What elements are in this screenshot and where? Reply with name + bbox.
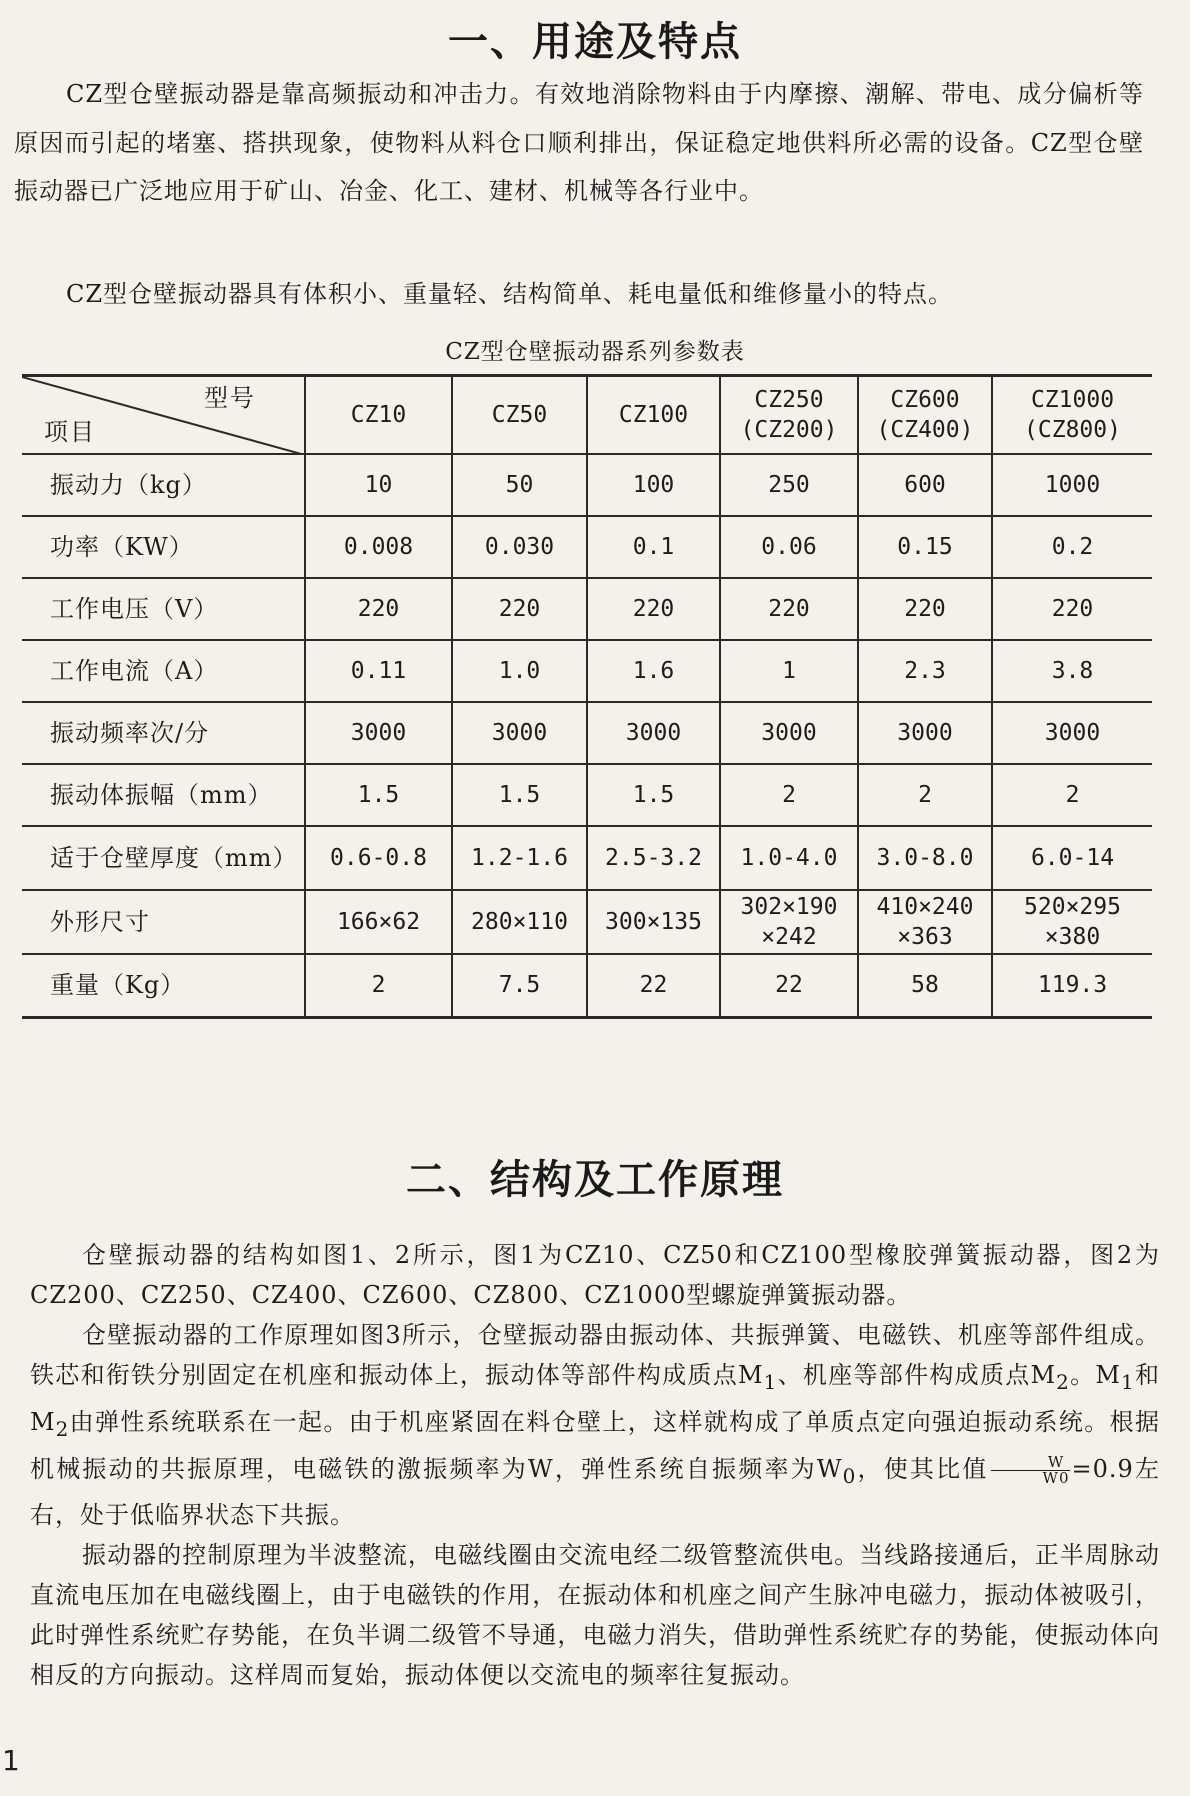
- model-name: CZ50: [491, 401, 548, 428]
- table-cell: [452, 890, 587, 954]
- cell-value: 6.0-14: [1030, 844, 1115, 871]
- table-cell: [720, 954, 858, 1018]
- table-cell: [305, 578, 452, 640]
- table-cell: [720, 516, 858, 578]
- table-cell: [587, 954, 720, 1018]
- model-header-cell: [305, 376, 452, 454]
- table-cell: [587, 640, 720, 702]
- cell-value: 1.5: [357, 781, 400, 808]
- cell-value: 10: [364, 471, 393, 498]
- cell-value: 22: [639, 972, 668, 999]
- model-alt-name: (CZ800): [1024, 416, 1121, 443]
- model-header-cell: [452, 376, 587, 454]
- table-cell: [587, 516, 720, 578]
- table-cell: [587, 454, 720, 516]
- cell-value: 3000: [350, 719, 407, 746]
- table-cell: [305, 516, 452, 578]
- table-cell: [992, 516, 1152, 578]
- subscript: 1: [1120, 1369, 1135, 1394]
- model-name: CZ100: [618, 401, 689, 428]
- table-cell: [452, 640, 587, 702]
- cell-value: 22: [775, 972, 803, 999]
- text-run: =0.9左右，处于低临界状态下共振。: [30, 1454, 1161, 1530]
- cell-value: 2: [782, 781, 796, 808]
- table-cell: [305, 826, 452, 890]
- cell-value: 2: [918, 781, 932, 808]
- table-cell: [720, 826, 858, 890]
- section1-paragraph-2: CZ型仓壁振动器具有体积小、重量轻、结构简单、耗电量低和维修量小的特点。: [66, 280, 954, 308]
- section1-paragraph-1: CZ型仓壁振动器是靠高频振动和冲击力。有效地消除物料由于内摩擦、潮解、带电、成分偏析等原因而引起的堵塞、搭拱现象，使物料从料仓口顺利排出，保证稳定地供料所必需的设备。CZ型仓壁振动器已广泛地应用于矿山、冶金、化工、建材、机械等各行业中。: [14, 80, 1144, 205]
- table-cell: [452, 764, 587, 826]
- cell-value: 1.0: [498, 657, 541, 684]
- fraction-denominator: W0: [1042, 1468, 1070, 1487]
- cell-value: 0.2: [1051, 533, 1094, 560]
- model-alt-name: (CZ400): [876, 416, 974, 443]
- cell-value: 2: [371, 972, 386, 999]
- table-cell: [992, 764, 1152, 826]
- working-principle-paragraph: [30, 1315, 1160, 1535]
- table-cell: [587, 890, 720, 954]
- cell-value: 3000: [625, 719, 682, 746]
- table-cell: [720, 454, 858, 516]
- principle-text: [30, 1235, 1160, 1695]
- cell-value: 220: [1051, 595, 1094, 622]
- parameter-table: [22, 374, 1152, 1019]
- cell-value: 1000: [1044, 471, 1101, 498]
- cell-value: 520×295: [1024, 893, 1121, 920]
- cell-value: 58: [911, 972, 939, 999]
- cell-value: ×363: [897, 923, 953, 950]
- table-cell: [858, 454, 992, 516]
- cell-value: 1.0-4.0: [740, 844, 838, 871]
- cell-value: 410×240: [876, 893, 974, 920]
- cell-value: 0.030: [484, 533, 555, 560]
- table-row: [22, 640, 1152, 702]
- text-run: 。M: [1069, 1361, 1121, 1389]
- cell-value: 3000: [1044, 719, 1101, 746]
- cell-value: 2.5-3.2: [605, 844, 702, 871]
- table-cell: [858, 640, 992, 702]
- cell-value: 220: [768, 595, 810, 622]
- corner-label-item: 项目: [44, 417, 96, 446]
- cell-value: 3000: [491, 719, 548, 746]
- cell-value: 300×135: [605, 908, 702, 935]
- table-cell: [858, 516, 992, 578]
- frequency-ratio-fraction: [991, 1452, 1070, 1487]
- table-cell: [452, 454, 587, 516]
- table-cell: [858, 702, 992, 764]
- model-name: CZ250: [754, 386, 824, 413]
- table-caption: CZ型仓壁振动器系列参数表: [445, 339, 745, 365]
- cell-value: 220: [904, 595, 946, 622]
- cell-value: 302×190: [740, 893, 838, 920]
- table-cell: [305, 640, 452, 702]
- table-cell: [720, 640, 858, 702]
- subscript: 1: [763, 1369, 778, 1394]
- table-cell: [720, 764, 858, 826]
- cell-value: 2.3: [904, 657, 946, 684]
- table-cell: [305, 954, 452, 1018]
- section1-title: 一、用途及特点: [448, 19, 742, 65]
- row-label: 振动频率次/分: [22, 702, 305, 764]
- row-label: 工作电流（A）: [22, 640, 305, 702]
- cell-value: 220: [498, 595, 541, 622]
- table-row: [22, 578, 1152, 640]
- cell-value: 600: [904, 471, 946, 498]
- table-cell: [992, 454, 1152, 516]
- row-label: 工作电压（V）: [22, 578, 305, 640]
- table-row: [22, 826, 1152, 890]
- text-run: ，使其比值: [856, 1454, 989, 1483]
- subscript: 2: [1056, 1369, 1070, 1394]
- cell-value: ×380: [1044, 923, 1101, 950]
- table-cell: [587, 702, 720, 764]
- cell-value: 50: [505, 471, 534, 498]
- section2-title: 二、结构及工作原理: [406, 1157, 784, 1203]
- table-cell: [452, 516, 587, 578]
- corner-label-model: 型号: [204, 384, 256, 412]
- cell-value: 1: [782, 657, 796, 684]
- table-cell: [305, 890, 452, 954]
- table-cell: [720, 702, 858, 764]
- cell-value: 220: [357, 595, 400, 622]
- cell-value: 166×62: [336, 908, 421, 935]
- table-row: [22, 954, 1152, 1018]
- cell-value: 0.1: [632, 533, 675, 560]
- table-cell: [452, 702, 587, 764]
- cell-value: 2: [1065, 781, 1080, 808]
- table-cell: [305, 702, 452, 764]
- table-row: [22, 764, 1152, 826]
- table-row: [22, 890, 1152, 954]
- table-header-row: [22, 376, 1152, 454]
- cell-value: 7.5: [498, 972, 541, 999]
- subscript: 0: [842, 1463, 857, 1488]
- cell-value: 100: [632, 471, 675, 498]
- cell-value: 280×110: [471, 908, 568, 935]
- model-header-cell: [992, 376, 1152, 454]
- row-label: 振动力（kg）: [22, 454, 305, 516]
- page-number: 1: [2, 1744, 20, 1777]
- table-cell: [452, 954, 587, 1018]
- table-cell: [587, 826, 720, 890]
- cell-value: 0.008: [343, 533, 414, 560]
- cell-value: 3.8: [1051, 657, 1094, 684]
- table-row: [22, 454, 1152, 516]
- cell-value: 0.06: [761, 533, 817, 560]
- model-header-cell: [587, 376, 720, 454]
- table-cell: [858, 826, 992, 890]
- row-label: 振动体振幅（mm）: [22, 764, 305, 826]
- model-alt-name: (CZ200): [740, 416, 838, 443]
- text-run: 仓壁振动器的工作原理如图3所示，仓壁振动器由振动体、共振弹簧、电磁铁、机座等部件组成。铁芯和衔铁分别固定在机座和振动体上，振动体等部件构成质点M: [30, 1321, 1160, 1389]
- cell-value: 0.11: [350, 657, 407, 684]
- model-name: CZ600: [890, 386, 960, 413]
- structure-paragraph: 仓壁振动器的结构如图1、2所示，图1为CZ10、CZ50和CZ100型橡胶弹簧振动器，图2为CZ200、CZ250、CZ400、CZ600、CZ800、CZ1000型螺旋弹簧振动器。: [30, 1241, 1160, 1309]
- cell-value: 0.15: [897, 533, 953, 560]
- table-cell: [305, 454, 452, 516]
- cell-value: 3.0-8.0: [876, 844, 974, 871]
- model-header-cell: [858, 376, 992, 454]
- cell-value: 1.6: [632, 657, 675, 684]
- text-run: 由弹性系统联系在一起。由于机座紧固在料仓壁上，这样就构成了单质点定向强迫振动系统。根据机械振动的共振原理，电磁铁的激振频率为W，弹性系统自振频率为W: [30, 1407, 1160, 1483]
- model-name: CZ10: [350, 401, 407, 428]
- table-cell: [992, 578, 1152, 640]
- table-cell: [587, 764, 720, 826]
- text-run: 、机座等部件构成质点M: [777, 1361, 1057, 1389]
- text-run: 和M: [30, 1361, 1161, 1436]
- row-label: 外形尺寸: [22, 890, 305, 954]
- table-cell: [858, 954, 992, 1018]
- row-label: 重量（Kg）: [22, 954, 305, 1018]
- cell-value: 1.5: [498, 781, 541, 808]
- table-cell: [992, 826, 1152, 890]
- table-cell: [858, 578, 992, 640]
- row-label: 功率（KW）: [22, 516, 305, 578]
- table-cell: [992, 954, 1152, 1018]
- model-header-cell: [720, 376, 858, 454]
- cell-value: 3000: [897, 719, 953, 746]
- table-cell: [992, 640, 1152, 702]
- table-cell: [720, 890, 858, 954]
- cell-value: 0.6-0.8: [330, 844, 427, 871]
- table-cell: [720, 578, 858, 640]
- table-row: [22, 702, 1152, 764]
- fraction-numerator: W: [991, 1455, 1070, 1471]
- control-principle-paragraph: 振动器的控制原理为半波整流，电磁线圈由交流电经二级管整流供电。当线路接通后，正半周脉动直流电压加在电磁线圈上，由于电磁铁的作用，在振动体和机座之间产生脉冲电磁力，振动体被吸引，此时弹性系统贮存势能，在负半调二级管不导通，电磁力消失，借助弹性系统贮存的势能，使振动体向相反的方向振动。这样周而复始，振动体便以交流电的频率往复振动。: [30, 1541, 1160, 1690]
- table-row: [22, 516, 1152, 578]
- cell-value: 1.2-1.6: [471, 844, 568, 871]
- table-corner-cell: [22, 376, 305, 454]
- cell-value: ×242: [761, 923, 817, 950]
- table-cell: [992, 702, 1152, 764]
- table-cell: [452, 578, 587, 640]
- cell-value: 3000: [761, 719, 817, 746]
- table-cell: [858, 890, 992, 954]
- model-name: CZ1000: [1030, 386, 1115, 413]
- table-cell: [305, 764, 452, 826]
- table-cell: [992, 890, 1152, 954]
- cell-value: 119.3: [1037, 972, 1108, 999]
- row-label: 适于仓壁厚度（mm）: [22, 826, 305, 890]
- table-cell: [452, 826, 587, 890]
- cell-value: 250: [768, 471, 810, 498]
- subscript: 2: [55, 1416, 70, 1441]
- cell-value: 1.5: [632, 781, 675, 808]
- table-cell: [587, 578, 720, 640]
- table-cell: [858, 764, 992, 826]
- cell-value: 220: [632, 595, 675, 622]
